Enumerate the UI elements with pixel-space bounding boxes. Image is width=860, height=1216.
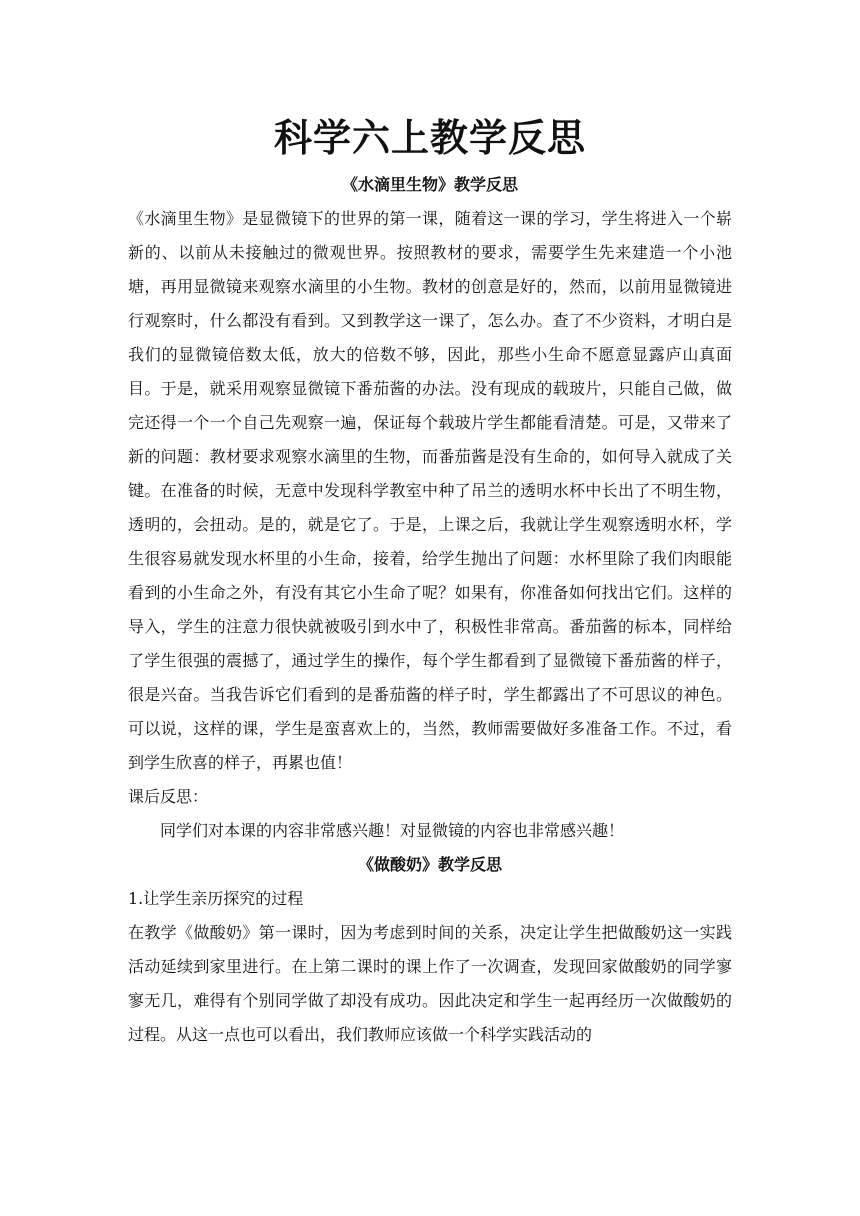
- section-body-yogurt: 在教学《做酸奶》第一课时，因为考虑到时间的关系，决定让学生把做酸奶这一实践活动延续到家里进行。在上第二课时的课上作了一次调查，发现回家做酸奶的同学寥寥无几，难得有个别同学做了却没有成功。因此决定和学生一起再经历一次做酸奶的过程。从这一点也可以看出，我们教师应该做一个科学实践活动的: [128, 923, 732, 1044]
- section-heading-water-drop: 《水滴里生物》教学反思: [341, 175, 518, 194]
- section-body-water-drop: 《水滴里生物》是显微镜下的世界的第一课，随着这一课的学习，学生将进入一个崭新的、以前从未接触过的微观世界。按照教材的要求，需要学生先来建造一个小池塘，再用显微镜来观察水滴里的小生物。教材的创意是好的，然而，以前用显微镜进行观察时，什么都没有看到。又到教学这一课了，怎么办。查了不少资料，才明白是我们的显微镜倍数太低，放大的倍数不够，因此，那些小生命不愿意显露庐山真面目。于是，就采用观察显微镜下番茄酱的办法。没有现成的载玻片，只能自己做，做完还得一个一个自己先观察一遍，保证每个载玻片学生都能看清楚。可是，又带来了新的问题：教材要求观察水滴里的生物，而番茄酱是没有生命的，如何导入就成了关键。在准备的时候，无意中发现科学教室中种了吊兰的透明水杯中长出了不明生物，透明的，会扭动。是的，就是它了。于是，上课之后，我就让学生观察透明水杯，学生很容易就发现水杯里的小生命，接着，给学生抛出了问题：水杯里除了我们肉眼能看到的小生命之外，有没有其它小生命了呢？如果有，你准备如何找出它们。这样的导入，学生的注意力很快就被吸引到水中了，积极性非常高。番茄酱的标本，同样给了学生很强的震撼了，通过学生的操作，每个学生都看到了显微镜下番茄酱的样子，很是兴奋。当我告诉它们看到的是番茄酱的样子时，学生都露出了不可思议的神色。可以说，这样的课，学生是蛮喜欢上的，当然，教师需要做好多准备工作。不过，看到学生欣喜的样子，再累也值！: [128, 209, 732, 772]
- after-class-reflection-text: 同学们对本课的内容非常感兴趣！对显微镜的内容也非常感兴趣！: [160, 821, 625, 840]
- yogurt-point-1: 1.让学生亲历探究的过程: [128, 889, 304, 908]
- section-heading-yogurt: 《做酸奶》教学反思: [357, 855, 502, 874]
- document-content: [128, 108, 732, 1052]
- document-title: 科学六上教学反思: [273, 115, 586, 160]
- after-class-reflection-label: 课后反思：: [128, 787, 209, 806]
